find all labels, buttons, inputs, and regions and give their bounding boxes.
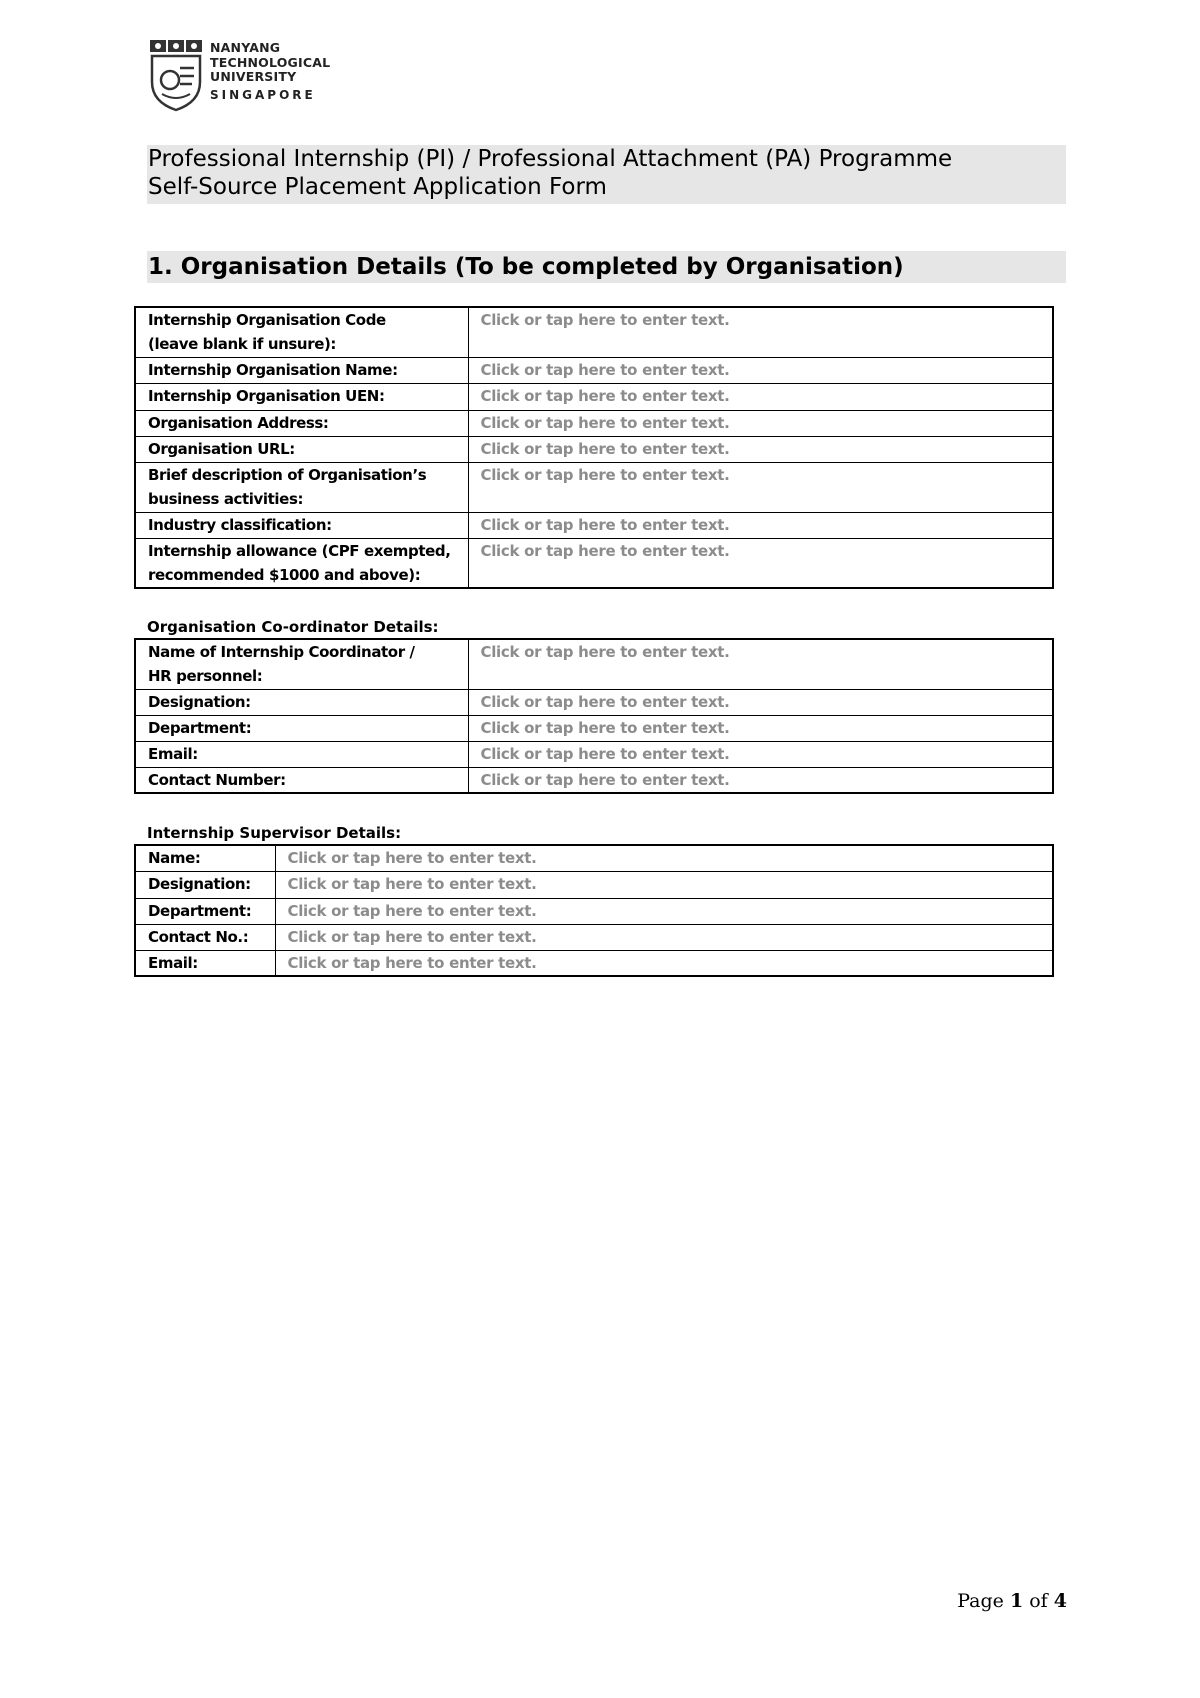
ntu-logo — [148, 38, 344, 112]
logo-text-line1: NANYANG — [210, 40, 281, 55]
coordinator-email-input[interactable]: Click or tap here to enter text. — [468, 741, 1053, 767]
coordinator-department-input[interactable]: Click or tap here to enter text. — [468, 715, 1053, 741]
supervisor-contact-input[interactable]: Click or tap here to enter text. — [275, 924, 1053, 950]
table-row — [135, 512, 1053, 538]
field-label: Name of Internship Coordinator / HR personnel: — [135, 639, 468, 689]
title-line-1: Professional Internship (PI) / Professional Attachment (PA) Programme — [148, 146, 953, 172]
field-label: Department: — [135, 898, 275, 924]
table-row — [135, 410, 1053, 436]
field-label: Designation: — [135, 689, 468, 715]
organisation-address-input[interactable]: Click or tap here to enter text. — [468, 410, 1053, 436]
title-line-2: Self-Source Placement Application Form — [148, 174, 607, 200]
supervisor-designation-input[interactable]: Click or tap here to enter text. — [275, 871, 1053, 898]
field-label: Email: — [135, 741, 468, 767]
supervisor-department-input[interactable]: Click or tap here to enter text. — [275, 898, 1053, 924]
field-label: Internship Organisation UEN: — [135, 383, 468, 410]
table-row — [135, 715, 1053, 741]
coordinator-designation-input[interactable]: Click or tap here to enter text. — [468, 689, 1053, 715]
table-row — [135, 462, 1053, 512]
supervisor-email-input[interactable]: Click or tap here to enter text. — [275, 950, 1053, 976]
organisation-uen-input[interactable]: Click or tap here to enter text. — [468, 383, 1053, 410]
table-row — [135, 845, 1053, 871]
field-label: Internship Organisation Name: — [135, 357, 468, 383]
organisation-url-input[interactable]: Click or tap here to enter text. — [468, 436, 1053, 462]
table-row — [135, 436, 1053, 462]
coordinator-heading: Organisation Co-ordinator Details: — [147, 618, 439, 636]
table-row — [135, 383, 1053, 410]
coordinator-details-table — [134, 638, 1054, 794]
supervisor-details-table — [134, 844, 1054, 977]
page-word: Page — [957, 1590, 1004, 1612]
table-row — [135, 689, 1053, 715]
logo-text-line4: SINGAPORE — [210, 87, 316, 102]
page-number — [957, 1590, 1067, 1612]
table-row — [135, 639, 1053, 689]
internship-allowance-input[interactable]: Click or tap here to enter text. — [468, 538, 1053, 588]
supervisor-name-input[interactable]: Click or tap here to enter text. — [275, 845, 1053, 871]
document-title — [147, 145, 1066, 204]
organisation-details-table — [134, 306, 1054, 589]
field-label: Brief description of Organisation’s business activities: — [135, 462, 468, 512]
business-description-input[interactable]: Click or tap here to enter text. — [468, 462, 1053, 512]
table-row — [135, 741, 1053, 767]
supervisor-heading: Internship Supervisor Details: — [147, 824, 402, 842]
coordinator-contact-input[interactable]: Click or tap here to enter text. — [468, 767, 1053, 793]
table-row — [135, 767, 1053, 793]
section-heading-organisation: 1. Organisation Details (To be completed by Organisation) — [147, 251, 1066, 283]
field-label: Name: — [135, 845, 275, 871]
field-label: Department: — [135, 715, 468, 741]
coordinator-name-input[interactable]: Click or tap here to enter text. — [468, 639, 1053, 689]
field-label: Email: — [135, 950, 275, 976]
table-row — [135, 950, 1053, 976]
table-row — [135, 357, 1053, 383]
table-row — [135, 924, 1053, 950]
industry-classification-input[interactable]: Click or tap here to enter text. — [468, 512, 1053, 538]
total-pages: 4 — [1053, 1590, 1067, 1612]
field-label: Industry classification: — [135, 512, 468, 538]
field-label: Internship Organisation Code (leave blank if unsure): — [135, 307, 468, 357]
field-label: Designation: — [135, 871, 275, 898]
field-label: Contact Number: — [135, 767, 468, 793]
organisation-name-input[interactable]: Click or tap here to enter text. — [468, 357, 1053, 383]
table-row — [135, 871, 1053, 898]
field-label: Contact No.: — [135, 924, 275, 950]
current-page: 1 — [1009, 1590, 1024, 1612]
logo-text-line2: TECHNOLOGICAL — [210, 54, 331, 70]
field-label: Internship allowance (CPF exempted, recommended $1000 and above): — [135, 538, 468, 588]
field-label: Organisation Address: — [135, 410, 468, 436]
organisation-code-input[interactable]: Click or tap here to enter text. — [468, 307, 1053, 357]
field-label: Organisation URL: — [135, 436, 468, 462]
of-word: of — [1029, 1590, 1048, 1612]
table-row — [135, 538, 1053, 588]
university-crest-icon — [148, 38, 204, 112]
logo-text-line3: UNIVERSITY — [210, 69, 297, 84]
table-row — [135, 898, 1053, 924]
table-row — [135, 307, 1053, 357]
